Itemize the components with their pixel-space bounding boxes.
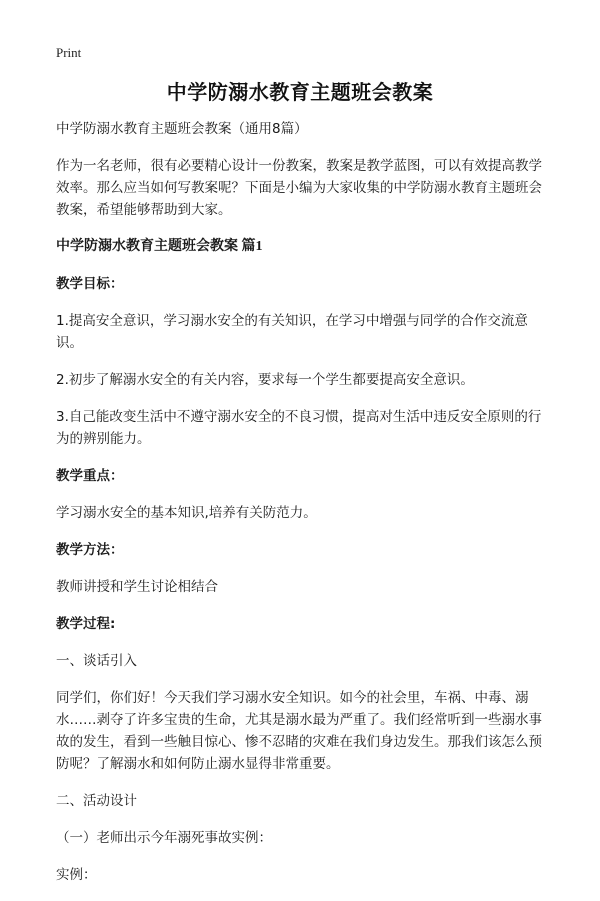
objectives-heading: 教学目标： [56,276,124,292]
section-title: 中学防溺水教育主题班会教案 篇1 [56,239,263,254]
keypoints-text: 学习溺水安全的基本知识,培养有关防范力。 [56,505,317,521]
page-title: 中学防溺水教育主题班会教案 [166,80,434,104]
step-one-text: 同学们，你们好！今天我们学习溺水安全知识。如今的社会里，车祸、中毒、溺水……剥夺了许多宝贵的生命，尤其是溺水最为严重了。我们经常听到一些溺水事故的发生，看到一些触目惊心、惨不忍睹的灾难在我们身边发生。那我们该怎么预防呢？了解溺水和如何防止溺水显得非常重要。 [56,690,542,772]
step-two-title: 二、活动设计 [56,793,137,809]
example-label: 实例： [56,867,97,883]
objective-item: 1.提高安全意识，学习溺水安全的有关知识，在学习中增强与同学的合作交流意识。 [56,313,528,351]
process-heading: 教学过程: [56,616,116,632]
document-body [56,118,550,901]
document-subtitle: 中学防溺水教育主题班会教案（通用8篇） [56,121,308,137]
step-one-title: 一、谈话引入 [56,653,137,669]
methods-heading: 教学方法： [56,542,124,558]
objective-item: 2.初步了解溺水安全的有关内容，要求每一个学生都要提高安全意识。 [56,372,474,388]
keypoints-heading: 教学重点： [56,468,124,484]
step-two-subtitle: （一）老师出示今年溺死事故实例： [56,830,272,846]
methods-text: 教师讲授和学生讨论相结合 [56,579,218,595]
objective-item: 3.自己能改变生活中不遵守溺水安全的不良习惯，提高对生活中违反安全原则的行为的辨别能力。 [56,409,542,447]
print-link[interactable]: Print [56,45,82,60]
intro-paragraph: 作为一名老师，很有必要精心设计一份教案，教案是教学蓝图，可以有效提高教学效率。那么应当如何写教案呢？下面是小编为大家收集的中学防溺水教育主题班会教案，希望能够帮助到大家。 [56,158,542,218]
